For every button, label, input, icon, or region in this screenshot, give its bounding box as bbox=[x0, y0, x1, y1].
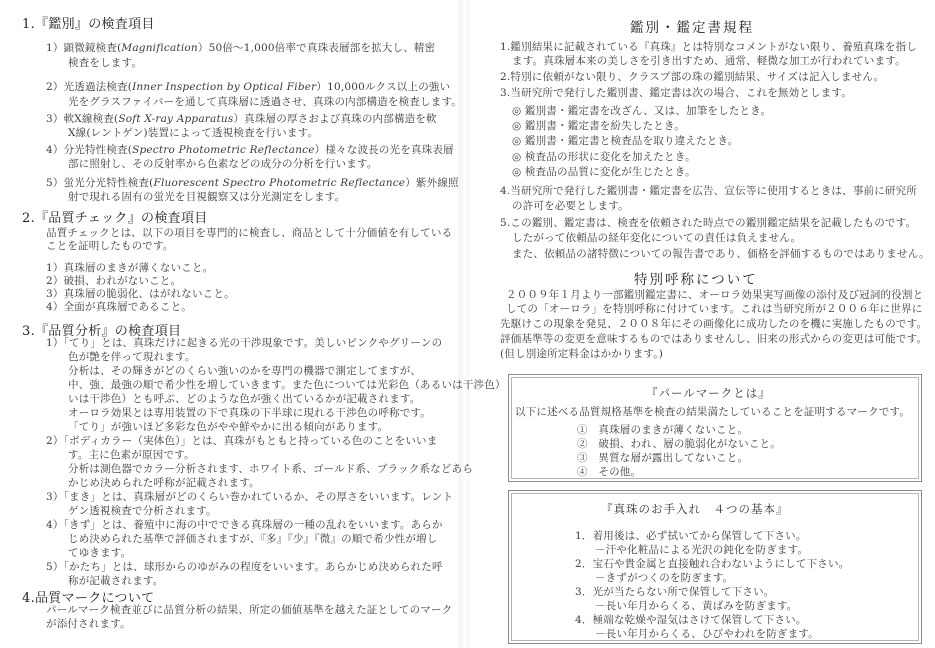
sec3-line-10: 分析は測色器でカラー分析されます、ホワイト系、ゴールド系、ブラック系などあら bbox=[68, 463, 474, 475]
reg-line-13: したがって依頼品の経年変化についての責任は負えません。 bbox=[512, 232, 802, 244]
sec1-item-2: 2）光透過法検査(Inner Inspection by Optical Fiber）10,000ルクス以上の強い bbox=[46, 81, 451, 93]
reg-line-10: 4.当研究所で発行した鑑別書・鑑定書を広告、宣伝等に使用するときは、事前に研究所 bbox=[500, 185, 918, 197]
pearl-mark-title: 『パールマークとは』 bbox=[646, 386, 771, 400]
sec2-item-2: 2）破損、われがないこと。 bbox=[46, 275, 182, 287]
care-line-4: －きずがつくのを防ぎます。 bbox=[595, 572, 734, 584]
care-line-6: －長い年月からくる、黄ばみを防ぎます。 bbox=[595, 600, 798, 612]
pearl-care-title: 『真珠のお手入れ ４つの基本』 bbox=[601, 502, 789, 516]
sec3-line-7: 「てり」が強いほど多彩な色がやや鮮やかに出る傾向があります。 bbox=[68, 421, 389, 433]
sec3-line-9: す。主に色素が原因です。 bbox=[68, 449, 195, 461]
reg-line-14: また、依頼品の諸特徴についての報告書であり、価格を評価するものではありません。 bbox=[512, 248, 930, 260]
special-line-5: (但し別途所定料金はかかります。) bbox=[500, 348, 664, 360]
special-line-1: ２００９年１月より一部鑑別鑑定書に、オーロラ効果実写画像の添付及び冠詞的役割と bbox=[506, 289, 924, 301]
sec2-intro-2: ことを証明したものです。 bbox=[46, 240, 174, 252]
section-3-title: 3.『品質分析』の検査項目 bbox=[22, 324, 182, 339]
sec2-intro-1: 品質チェックとは、以下の項目を専門的に検査し、商品として十分価値を有している bbox=[46, 227, 453, 239]
pearl-mark-item-1: ① 真珠層のまきが薄くないこと。 bbox=[577, 424, 749, 436]
special-line-4: 評価基準等の変更を意味するものではありませんし、旧来の形式からの変更は可能です。 bbox=[500, 333, 928, 345]
reg-line-11: の許可を必要とします。 bbox=[512, 200, 629, 212]
sec3-line-8: 2）「ボディカラー（実体色）」とは、真珠がもともと持っている色のことをいいま bbox=[46, 435, 438, 447]
sec1-item-5: 5）蛍光分光特性検査(Fluorescent Spectro Photometric Reflectance）紫外線照 bbox=[46, 177, 459, 189]
pearl-mark-intro: 以下に述べる品質規格基準を検査の結果満たしていることを証明するマークです。 bbox=[515, 406, 911, 418]
sec3-line-18: 称が記載されます。 bbox=[68, 575, 164, 587]
section-1-title: 1.『鑑別』の検査項目 bbox=[22, 17, 155, 32]
sec4-line-1: パールマーク検査並びに品質分析の結果、所定の価値基準を越えた証としてのマーク bbox=[46, 604, 453, 616]
care-line-2: －汗や化粧品による光沢の鈍化を防ぎます。 bbox=[595, 544, 809, 556]
pearl-mark-box bbox=[508, 374, 922, 482]
sec1-item-1: 1）顕微鏡検査(Magnification）50倍〜1,000倍率で真珠表層部を拡大し、精密 bbox=[46, 42, 436, 54]
sec1-item-4-cont: 部に照射し、その反射率から色素などの成分の分析を行います。 bbox=[68, 158, 378, 170]
care-line-3: 2．宝石や貴金属と直接触れ合わないようにして下さい。 bbox=[575, 558, 850, 570]
sec3-line-1: 1）「てり」とは、真珠だけに起きる光の干渉現象です。美しいピンクやグリーンの bbox=[46, 337, 443, 349]
sec3-line-14: 4）「きず」とは、養殖中に海の中でできる真珠層の一種の乱れをいいます。あらか bbox=[46, 519, 443, 531]
reg-line-9: ◎ 検査品の品質に変化が生じたとき。 bbox=[512, 166, 696, 178]
care-line-8: －長い年月からくる、ひびやわれを防ぎます。 bbox=[595, 628, 819, 640]
reg-line-6: ◎ 鑑別書・鑑定書を紛失したとき。 bbox=[512, 120, 685, 132]
reg-line-1: 1.鑑別結果に記載されている『真珠』とは特別なコメントがない限り、養殖真珠を指し bbox=[500, 41, 918, 53]
sec1-item-2-cont: 光をグラスファイバーを通して真珠層に透過させ、真珠の内部構造を検査します。 bbox=[68, 96, 463, 108]
reg-line-3: 2.特別に依頼がない限り、クラスプ部の珠の鑑別結果、サイズは記入しません。 bbox=[500, 71, 885, 83]
section-2-title: 2.『品質チェック』の検査項目 bbox=[22, 211, 208, 226]
right-page bbox=[470, 0, 935, 648]
sec1-item-3-cont: X線(レントゲン)装置によって透視検査を行います。 bbox=[68, 127, 319, 139]
sec3-line-12: 3）「まき」とは、真珠層がどのくらい巻かれているか、その厚さをいいます。レント bbox=[46, 491, 454, 503]
sec1-item-5-cont: 射で現れる固有の蛍光を目視観察又は分光測定をします。 bbox=[68, 191, 346, 203]
special-line-3: 先駆けこの現象を発見、２００８年にその画像化に成功したのを機に実施したものです。 bbox=[500, 318, 928, 330]
reg-line-12: 5.この鑑別、鑑定書は、検査を依頼された時点での鑑別鑑定結果を記載したものです。 bbox=[500, 217, 917, 229]
sec2-item-4: 4）全面が真珠層であること。 bbox=[46, 301, 192, 313]
regulations-title: 鑑別・鑑定書規程 bbox=[630, 20, 754, 36]
sec3-line-5: いは干渉色）とも呼ぶ、どのような色が強く出ているかが記載されます。 bbox=[68, 393, 421, 405]
sec3-line-4: 中、強、最強の順で希少性を増していきます。また色については光彩色（あるいは干渉色） bbox=[68, 379, 506, 391]
reg-line-7: ◎ 鑑別書・鑑定書と検査品を取り違えたとき。 bbox=[512, 135, 739, 147]
pearl-mark-item-2: ② 破損、われ、層の脆弱化がないこと。 bbox=[577, 438, 781, 450]
care-line-7: 4．極端な乾燥や湿気はさけて保管して下さい。 bbox=[575, 614, 807, 626]
sec3-line-11: かじめ決められた呼称が記載されます。 bbox=[68, 477, 260, 489]
special-line-2: しての「オーロラ」を特別呼称に付けています。これは当研究所が２００６年に世界に bbox=[506, 303, 923, 315]
sec3-line-3: 分析は、その輝きがどのくらい強いのかを専門の機器で測定してますが、 bbox=[68, 365, 422, 377]
reg-line-2: ます。真珠層本来の美しさを引き出すため、通常、軽微な加工が行われています。 bbox=[512, 55, 906, 67]
care-line-5: 3．光が当たらない所で保管して下さい。 bbox=[575, 586, 775, 598]
care-line-1: 1．着用後は、必ず拭いてから保管して下さい。 bbox=[575, 530, 807, 542]
special-title: 特別呼称について bbox=[634, 272, 758, 288]
sec3-line-17: 5）「かたち」とは、球形からのゆがみの程度をいいます。あらかじめ決められた呼 bbox=[46, 561, 443, 573]
sec4-line-2: が添付されます。 bbox=[46, 618, 131, 630]
section-4-title: 4.品質マークについて bbox=[22, 591, 155, 606]
sec2-item-1: 1）真珠層のまきが薄くないこと。 bbox=[46, 262, 214, 274]
sec2-item-3: 3）真珠層の脆弱化、はがれないこと。 bbox=[46, 288, 235, 300]
reg-line-4: 3.当研究所で発行した鑑別書、鑑定書は次の場合、これを無効とします。 bbox=[500, 87, 852, 99]
pearl-care-box bbox=[508, 490, 922, 644]
sec3-line-2: 色が艶を伴って現れます。 bbox=[68, 351, 196, 363]
sec3-line-16: てゆきます。 bbox=[68, 547, 132, 559]
sec3-line-13: ゲン透視検査で分析されます。 bbox=[68, 505, 217, 517]
pearl-mark-item-4: ④ その他。 bbox=[577, 466, 642, 478]
reg-line-8: ◎ 検査品の形状に変化を加えたとき。 bbox=[512, 151, 696, 163]
reg-line-5: ◎ 鑑別書・鑑定書を改ざん、又は、加筆をしたとき。 bbox=[512, 105, 772, 117]
sec1-item-3: 3）軟X線検査(Soft X-ray Apparatus）真珠層の厚さおよび真珠の内部構造を軟 bbox=[46, 113, 437, 125]
sec1-item-4: 4）分光特性検査(Spectro Photometric Reflectance）様々な波長の光を真珠表層 bbox=[46, 144, 454, 156]
sec1-item-1-cont: 検査をします。 bbox=[68, 57, 143, 69]
pearl-mark-item-3: ③ 異質な層が露出してないこと。 bbox=[577, 452, 749, 464]
sec3-line-6: オーロラ効果とは専用装置の下で真珠の下半球に現れる干渉色の呼称です。 bbox=[68, 407, 431, 419]
sec3-line-15: じめ決められた基準で評価されますが、『多』『少』『微』の順で希少性が増し bbox=[68, 533, 438, 545]
